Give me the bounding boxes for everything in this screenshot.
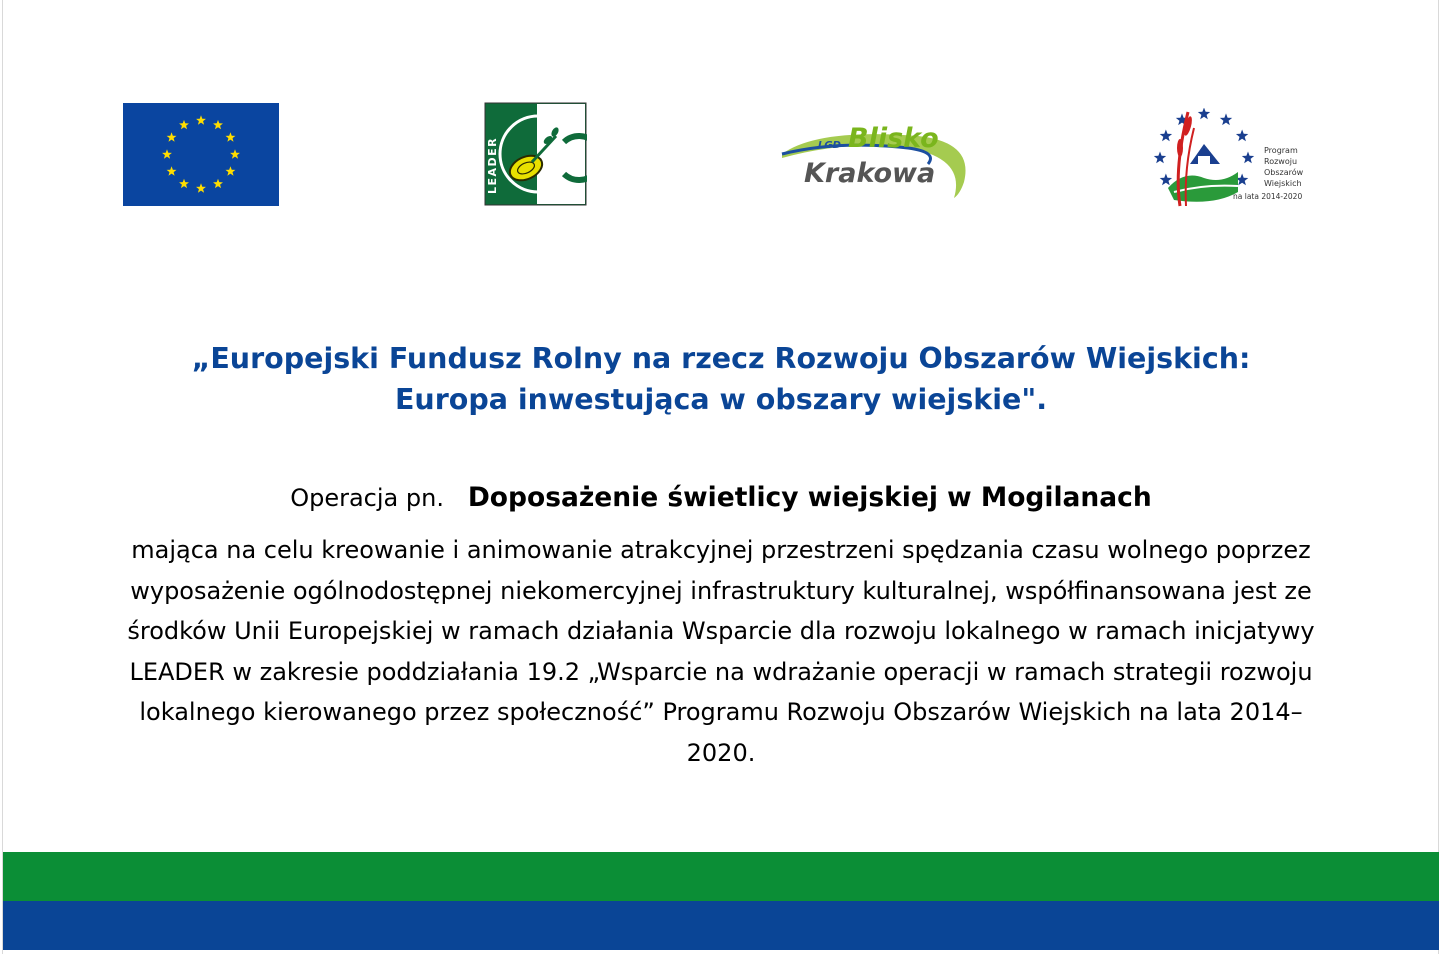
star-icon xyxy=(1160,130,1172,142)
body-line-3: środków Unii Europejskiej w ramach działania Wsparcie dla rozwoju lokalnego w ramach inicjatywy xyxy=(127,617,1315,646)
prow-line-1: Program xyxy=(1264,146,1298,155)
operation-description xyxy=(0,530,1442,774)
star-icon xyxy=(1154,152,1166,164)
headline-line-2: Europa inwestująca w obszary wiejskie". xyxy=(394,383,1048,416)
lgd-word-krakowa: Krakowa xyxy=(804,158,936,189)
operation-line xyxy=(0,478,1442,518)
operation-name: Doposażenie świetlicy wiejskiej w Mogilanach xyxy=(467,482,1152,513)
leader-logo xyxy=(484,102,587,206)
eu-flag-logo xyxy=(123,103,279,206)
star-icon xyxy=(1220,113,1232,125)
lgd-word-blisko: Blisko xyxy=(848,123,939,154)
star-icon xyxy=(1242,152,1254,164)
prow-logo xyxy=(1144,108,1314,212)
body-line-6: 2020. xyxy=(686,738,756,767)
star-icon xyxy=(1198,108,1210,119)
body-line-4: LEADER w zakresie poddziałania 19.2 „Wsparcie na wdrażanie operacji w ramach strategii rozwoju xyxy=(129,657,1313,686)
prow-line-4: Wiejskich xyxy=(1264,179,1302,188)
body-line-2: wyposażenie ogólnodostępnej niekomercyjnej infrastruktury kulturalnej, współfinansowana jest ze xyxy=(130,576,1312,605)
body-line-5: lokalnego kierowanego przez społeczność” Programu Rozwoju Obszarów Wiejskich na lata 2014– xyxy=(139,698,1303,727)
body-line-1: mająca na celu kreowanie i animowanie atrakcyjnej przestrzeni spędzania czasu wolnego poprzez xyxy=(131,536,1311,564)
star-icon xyxy=(1236,130,1248,142)
prow-line-2: Rozwoju xyxy=(1264,157,1298,166)
star-icon xyxy=(1160,174,1172,186)
prow-line-3: Obszarów xyxy=(1264,168,1304,177)
green-stripe xyxy=(3,852,1439,901)
operation-prefix: Operacja pn. xyxy=(290,484,444,512)
headline xyxy=(0,338,1442,420)
headline-line-1: „Europejski Fundusz Rolny na rzecz Rozwoju Obszarów Wiejskich: xyxy=(191,342,1251,375)
blue-stripe xyxy=(3,901,1439,950)
prow-years: na lata 2014-2020 xyxy=(1233,192,1303,201)
lgd-small-text: LGD xyxy=(818,140,841,151)
lgd-blisko-krakowa-logo xyxy=(778,118,974,202)
leader-logo-text: LEADER xyxy=(486,136,499,194)
